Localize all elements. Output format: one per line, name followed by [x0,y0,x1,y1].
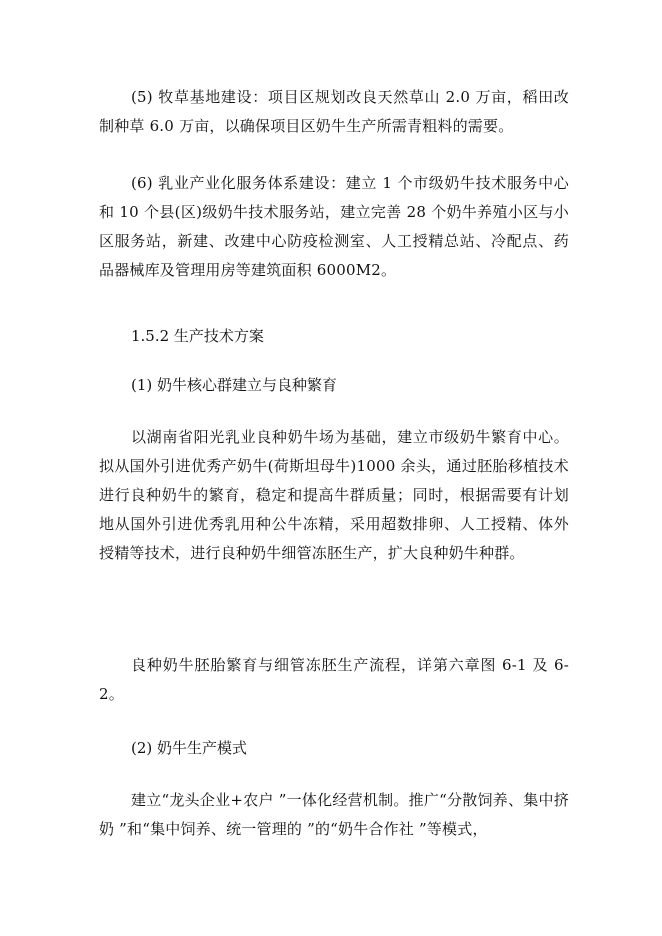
paragraph-forage-base: (5) 牧草基地建设：项目区规划改良天然草山 2.0 万亩，稻田改制种草 6.0 万亩，以确保项目区奶牛生产所需青粗料的需要。 [99,88,569,135]
paragraph-service-system: (6) 乳业产业化服务体系建设：建立 1 个市级奶牛技术服务中心和 10 个县(区)级奶牛技术服务站，建立完善 28 个奶牛养殖小区与小区服务站，新建、改建中心防疫检测室、人工授精总站、冷配点、药品器械库及管理用房等建筑面积 6000M2。 [99,174,569,279]
subheading-production-model: (2) 奶牛生产模式 [131,739,248,757]
paragraph-embryo-process: 良种奶牛胚胎繁育与细管冻胚生产流程，详第六章图 6-1 及 6-2。 [99,656,569,703]
section-heading-production-tech: 1.5.2 生产技术方案 [131,327,264,345]
subheading-core-herd: (1) 奶牛核心群建立与良种繁育 [131,376,338,394]
paragraph-business-mechanism: 建立“龙头企业+农户 ”一体化经营机制。推广“分散饲养、集中挤奶 ”和“集中饲养、统一管理的 ”的“奶牛合作社 ”等模式， [99,791,569,838]
paragraph-breeding-center: 以湖南省阳光乳业良种奶牛场为基础，建立市级奶牛繁育中心。拟从国外引进优秀产奶牛(荷斯坦母牛)1000 余头，通过胚胎移植技术进行良种奶牛的繁育，稳定和提高牛群质量；同时，根据需要有计划地从国外引进优秀乳用种公牛冻精，采用超数排卵、人工授精、体外授精等技术，进行良种奶牛细管冻胚生产，扩大良种奶牛种群。 [99,428,569,562]
